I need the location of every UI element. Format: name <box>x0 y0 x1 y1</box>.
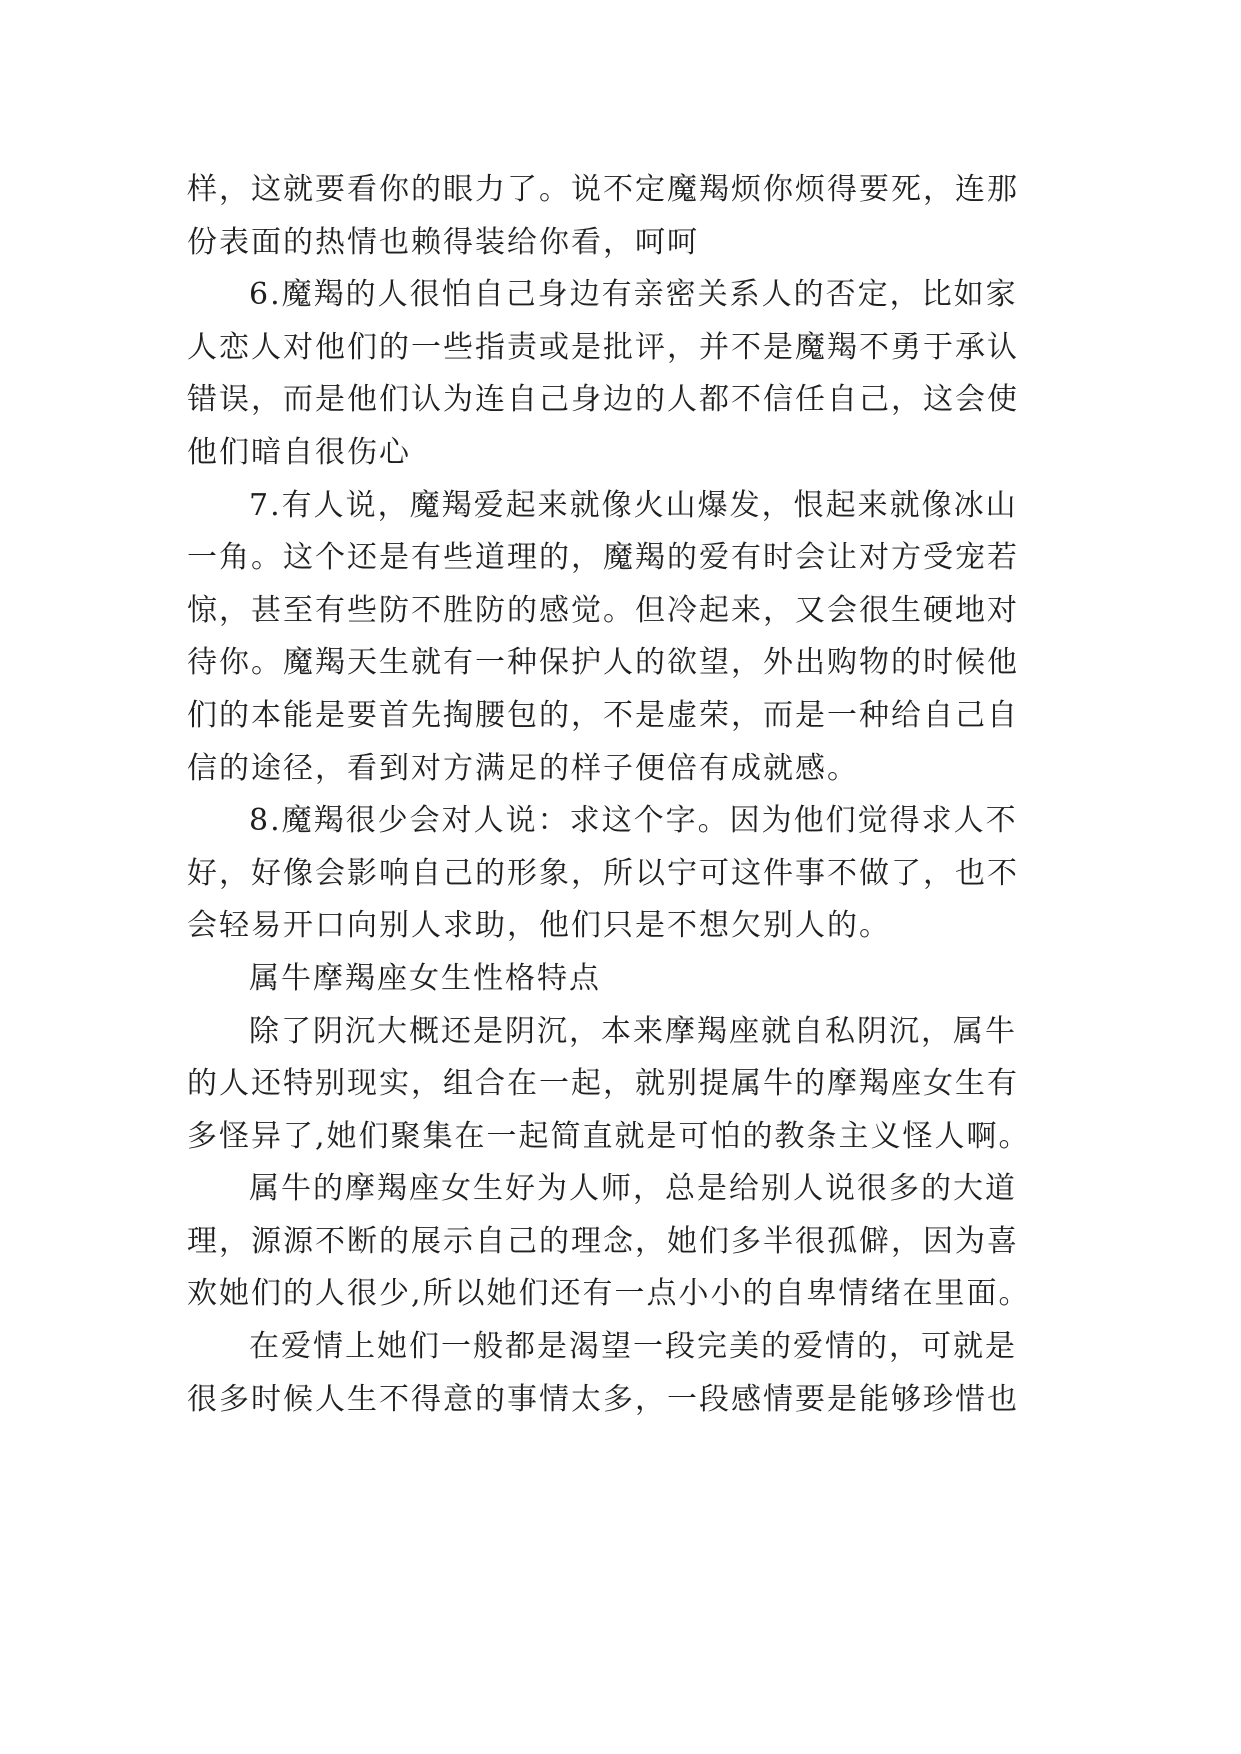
paragraph <box>187 269 1057 479</box>
text-line: 多怪异了,她们聚集在一起简直就是可怕的教条主义怪人啊。 <box>187 1118 1031 1154</box>
text-line: 8.魔羯很少会对人说：求这个字。因为他们觉得求人不 <box>249 803 1018 839</box>
text-line: 信的途径，看到对方满足的样子便倍有成就感。 <box>187 750 859 786</box>
paragraph <box>187 953 1057 1006</box>
text-line: 一角。这个还是有些道理的，魔羯的爱有时会让对方受宠若 <box>187 540 1019 576</box>
text-line: 待你。魔羯天生就有一种保护人的欲望，外出购物的时候他 <box>187 645 1019 681</box>
text-line: 6.魔羯的人很怕自己身边有亲密关系人的否定，比如家 <box>249 277 1018 313</box>
text-line: 错误，而是他们认为连自己身边的人都不信任自己，这会使 <box>187 382 1019 418</box>
text-line: 们的本能是要首先掏腰包的，不是虚荣，而是一种给自己自 <box>187 697 1019 733</box>
text-line: 在爱情上她们一般都是渴望一段完美的爱情的，可就是 <box>249 1329 1017 1365</box>
paragraph <box>187 1321 1057 1426</box>
paragraph <box>187 795 1057 953</box>
text-line: 人恋人对他们的一些指责或是批评，并不是魔羯不勇于承认 <box>187 329 1019 365</box>
text-line: 属牛的摩羯座女生好为人师，总是给别人说很多的大道 <box>249 1171 1017 1207</box>
text-line: 会轻易开口向别人求助，他们只是不想欠别人的。 <box>187 908 891 944</box>
text-line: 样，这就要看你的眼力了。说不定魔羯烦你烦得要死，连那 <box>187 172 1019 207</box>
text-line: 的人还特别现实，组合在一起，就别提属牛的摩羯座女生有 <box>187 1066 1019 1102</box>
paragraph <box>187 164 1057 269</box>
text-line: 7.有人说，魔羯爱起来就像火山爆发，恨起来就像冰山 <box>249 487 1018 523</box>
paragraph <box>187 1006 1057 1164</box>
text-line: 除了阴沉大概还是阴沉，本来摩羯座就自私阴沉，属牛 <box>249 1013 1017 1049</box>
text-line: 理，源源不断的展示自己的理念，她们多半很孤僻，因为喜 <box>187 1223 1019 1259</box>
text-line: 份表面的热情也赖得装给你看，呵呵 <box>187 224 699 260</box>
document-body <box>187 164 1057 1426</box>
paragraph <box>187 1163 1057 1321</box>
paragraph <box>187 480 1057 796</box>
text-line: 他们暗自很伤心 <box>187 434 411 470</box>
text-line: 好，好像会影响自己的形象，所以宁可这件事不做了，也不 <box>187 855 1019 891</box>
text-line: 很多时候人生不得意的事情太多，一段感情要是能够珍惜也 <box>187 1381 1019 1417</box>
text-line: 属牛摩羯座女生性格特点 <box>249 960 601 996</box>
text-line: 欢她们的人很少,所以她们还有一点小小的自卑情绪在里面。 <box>187 1276 1031 1312</box>
text-line: 惊，甚至有些防不胜防的感觉。但冷起来，又会很生硬地对 <box>187 592 1019 628</box>
